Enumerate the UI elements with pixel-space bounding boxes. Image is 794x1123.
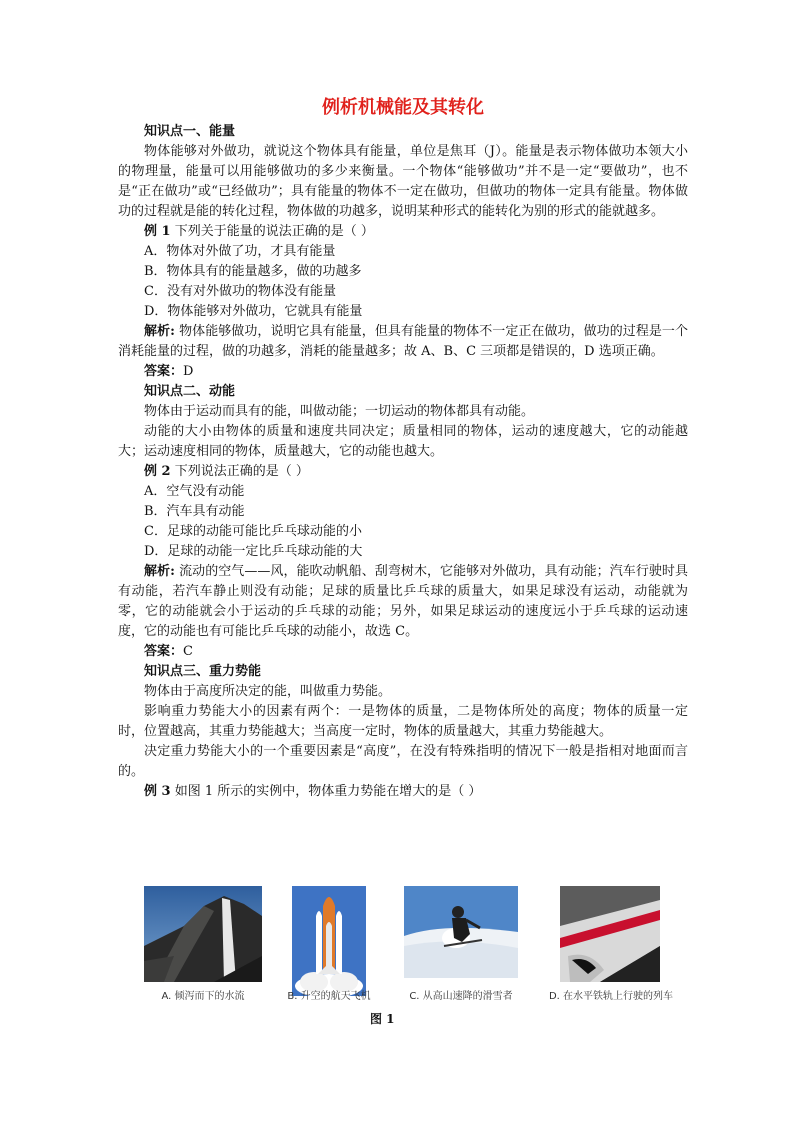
example-1-question <box>118 222 688 242</box>
example-2-option-a: A．空气没有动能 <box>144 484 245 499</box>
answer-label: 答案： <box>144 364 184 379</box>
example-1-text: 下列关于能量的说法正确的是（ ） <box>170 224 374 239</box>
figure-1 <box>118 886 688 1026</box>
train-image <box>560 886 660 982</box>
example-1-option-b: B．物体具有的能量越多，做的功越多 <box>144 264 362 279</box>
page-title: 例析机械能及其转化 <box>322 97 484 118</box>
caption-c: C. 从高山速降的滑雪者 <box>409 991 513 1002</box>
skier-image <box>404 886 518 978</box>
example-2-analysis <box>118 562 688 642</box>
example-2-text: 下列说法正确的是（ ） <box>170 464 309 479</box>
analysis-text: 物体能够做功，说明它具有能量，但具有能量的物体不一定正在做功，做功的过程是一个消耗能量的过程，做的功越多，消耗的能量越多；故 A、B、C 三项都是错误的，D 选项正确。 <box>118 324 688 359</box>
section-heading-potential: 知识点三、重力势能 <box>144 664 262 679</box>
energy-paragraph: 物体能够对外做功，就说这个物体具有能量，单位是焦耳（J）。能量是表示物体做功本领大小的物理量，能量可以用能够做功的多少来衡量。一个物体“能够做功”并不是一定“要做功”，也不是“正在做功”或“已经做功”；具有能量的物体不一定在做功，但做功的物体一定具有能量。物体做功的过程就是能的转化过程，物体做的功越多，说明某种形式的能转化为别的形式的能就越多。 <box>118 144 688 219</box>
potential-paragraph-2: 影响重力势能大小的因素有两个：一是物体的质量，二是物体所处的高度；物体的质量一定时，位置越高，其重力势能越大；当高度一定时，物体的质量越大，其重力势能越大。 <box>118 704 688 739</box>
example-2-answer <box>118 642 688 662</box>
caption-d: D. 在水平铁轨上行驶的列车 <box>548 991 674 1002</box>
example-3-question <box>118 782 688 802</box>
example-1-option-d: D．物体能够对外做功，它就具有能量 <box>144 304 363 319</box>
answer-label: 答案： <box>144 644 184 659</box>
kinetic-paragraph-2: 动能的大小由物体的质量和速度共同决定；质量相同的物体，运动的速度越大，它的动能越大；运动速度相同的物体，质量越大，它的动能也越大。 <box>118 424 688 459</box>
answer-value: C <box>183 644 193 659</box>
space-shuttle-image <box>292 886 366 996</box>
answer-value: D <box>183 364 194 379</box>
potential-paragraph-3: 决定重力势能大小的一个重要因素是“高度”，在没有特殊指明的情况下一般是指相对地面而言的。 <box>118 744 688 779</box>
example-2-question <box>118 462 688 482</box>
section-heading-energy: 知识点一、能量 <box>144 124 236 139</box>
example-2-option-c: C．足球的动能可能比乒乓球动能的小 <box>144 524 362 539</box>
example-1-analysis <box>118 322 688 362</box>
waterfall-image <box>144 886 262 982</box>
example-2-label: 例 2 <box>144 464 171 479</box>
potential-paragraph-1: 物体由于高度所决定的能，叫做重力势能。 <box>144 684 392 699</box>
analysis-label: 解析: <box>144 564 175 579</box>
example-1-label: 例 1 <box>144 224 171 239</box>
example-2-option-d: D．足球的动能一定比乒乓球动能的大 <box>144 544 363 559</box>
section-heading-kinetic: 知识点二、动能 <box>144 384 236 399</box>
caption-a: A. 倾泻而下的水流 <box>161 991 245 1002</box>
analysis-text: 流动的空气——风，能吹动帆船、刮弯树木，它能够对外做功，具有动能；汽车行驶时具有动能，若汽车静止则没有动能；足球的质量比乒乓球的质量大，如果足球没有运动，动能就为零，它的动能就会小于运动的乒乓球的动能；另外，如果足球运动的速度远小于乒乓球的运动速度，它的动能也有可能比乒乓球的动能小，故选 C。 <box>118 564 688 639</box>
example-2-option-b: B．汽车具有动能 <box>144 504 245 519</box>
example-1-option-a: A．物体对外做了功，才具有能量 <box>144 244 336 259</box>
figure-label: 图 1 <box>370 1012 395 1026</box>
example-1-option-c: C．没有对外做功的物体没有能量 <box>144 284 336 299</box>
document-page <box>118 96 688 1026</box>
kinetic-paragraph-1: 物体由于运动而具有的能，叫做动能；一切运动的物体都具有动能。 <box>144 404 535 419</box>
caption-b: B. 升空的航天飞机 <box>287 991 371 1002</box>
example-3-text: 如图 1 所示的实例中，物体重力势能在增大的是（ ） <box>170 784 482 799</box>
example-1-answer <box>118 362 688 382</box>
example-3-label: 例 3 <box>144 784 171 799</box>
analysis-label: 解析: <box>144 324 175 339</box>
